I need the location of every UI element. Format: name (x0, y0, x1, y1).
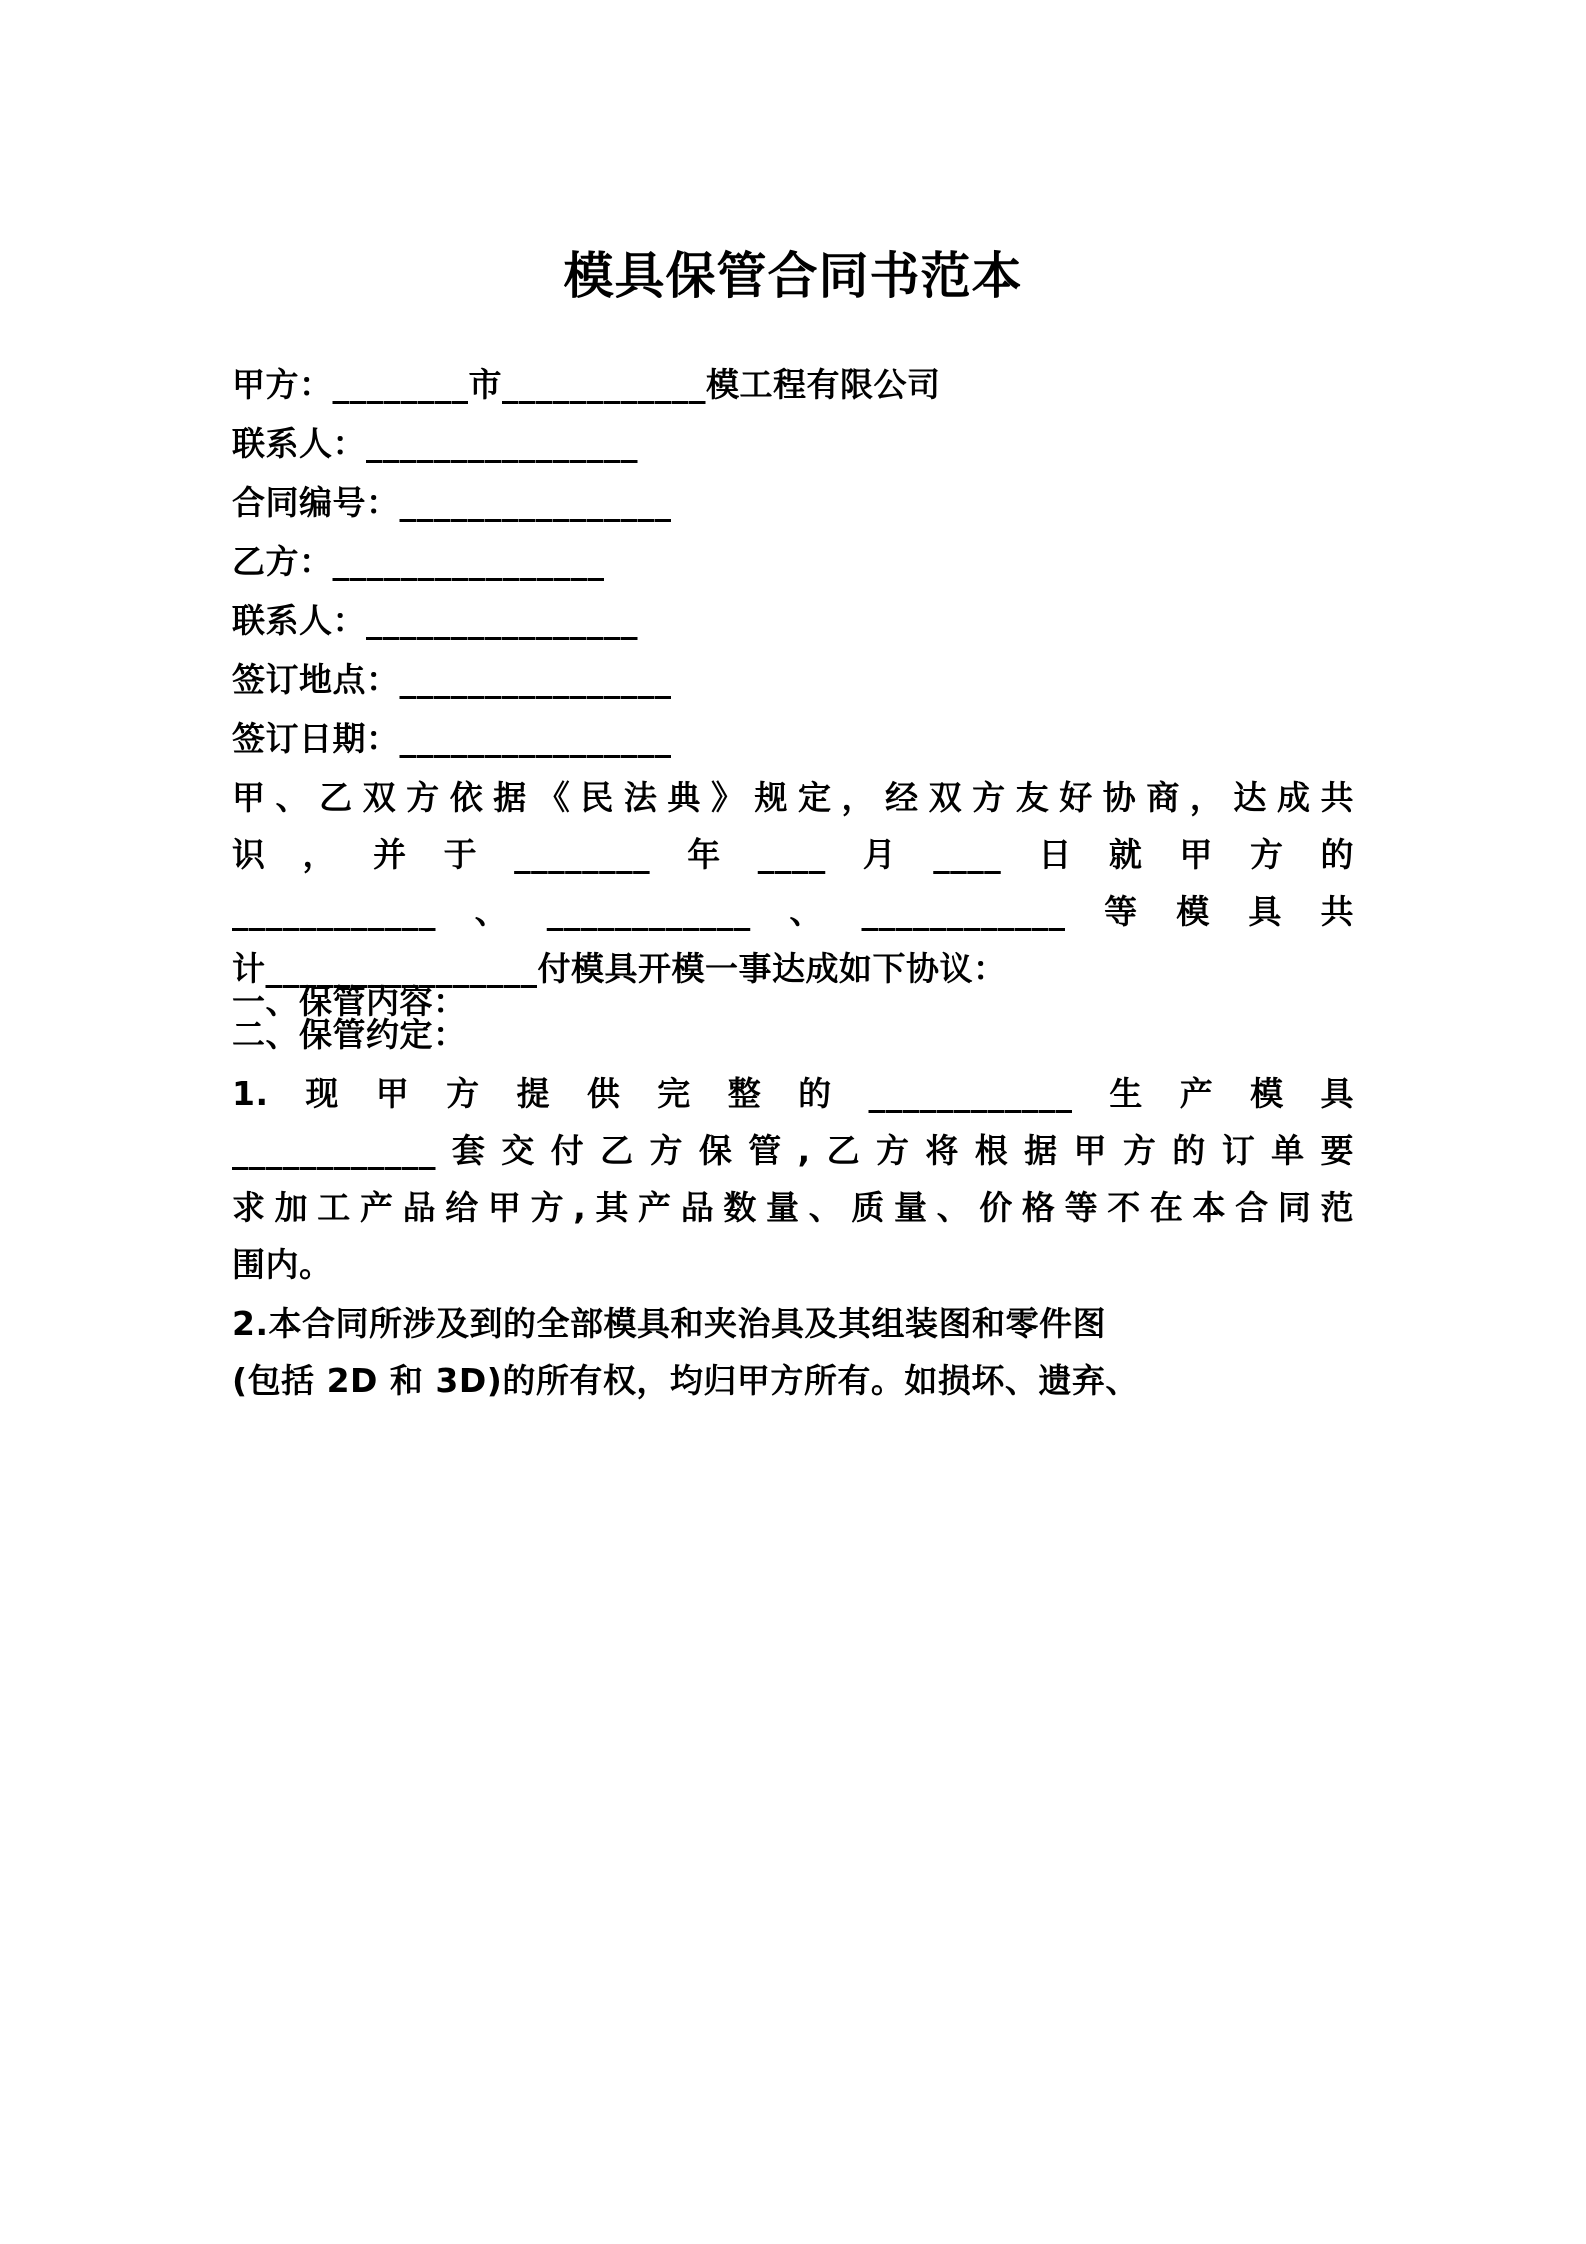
section-heading-one: 一、保管内容： (232, 981, 467, 1021)
preamble-line-4: 计________________付模具开模一事达成如下协议： (232, 948, 1007, 988)
field-sign-place: 签订地点：________________ (232, 659, 672, 699)
field-party-b: 乙方：________________ (232, 541, 605, 581)
document-content (232, 0, 1354, 1400)
clause-1-line-2: ____________套交付乙方保管,乙方将根据甲方的订单要 (232, 1130, 1354, 1170)
field-sign-date: 签订日期：________________ (232, 718, 672, 758)
preamble-line-1: 甲、乙双方依据《民法典》规定，经双方友好协商，达成共 (232, 777, 1354, 817)
field-contact-a: 联系人：________________ (232, 423, 638, 463)
page-title: 模具保管合同书范本 (563, 247, 1023, 305)
clause-1-line-3: 求加工产品给甲方,其产品数量、质量、价格等不在本合同范 (232, 1187, 1354, 1227)
clause-1-line-4: 围内。 (232, 1244, 333, 1284)
preamble-line-2: 识，并于________年____月____日就甲方的 (232, 834, 1354, 874)
section-heading-two: 二、保管约定： (232, 1014, 467, 1054)
clause-1-line-1: 1.现甲方提供完整的____________生产模具 (232, 1073, 1354, 1113)
field-contract-number: 合同编号：________________ (232, 482, 672, 522)
clause-2-line-2: (包括 2D 和 3D)的所有权，均归甲方所有。如损坏、遗弃、 (232, 1360, 1139, 1400)
field-party-a: 甲方：________市____________模工程有限公司 (232, 364, 941, 404)
clause-2-line-1: 2.本合同所涉及到的全部模具和夹治具及其组装图和零件图 (232, 1303, 1106, 1343)
field-contact-b: 联系人：________________ (232, 600, 638, 640)
preamble-line-3: ____________、____________、____________等模具共 (232, 891, 1354, 931)
